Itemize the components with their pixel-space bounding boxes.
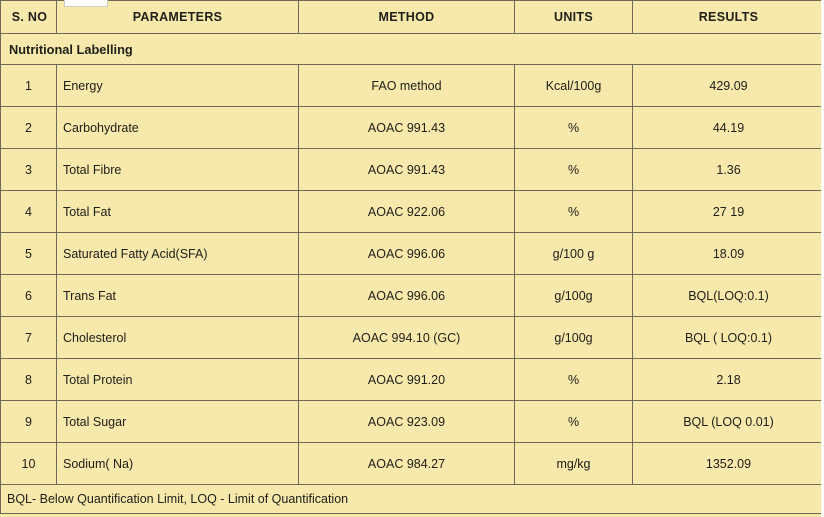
table-row — [1, 275, 824, 317]
cell-parameter: Total Fat — [57, 191, 299, 233]
cell-result: 429.09 — [633, 65, 824, 107]
cell-result: BQL ( LOQ:0.1) — [633, 317, 824, 359]
section-title: Nutritional Labelling — [1, 34, 824, 65]
cell-result: 1.36 — [633, 149, 824, 191]
table-row — [1, 317, 824, 359]
cell-result: 18.09 — [633, 233, 824, 275]
cell-parameter: Carbohydrate — [57, 107, 299, 149]
cell-sno: 3 — [1, 149, 57, 191]
table-row — [1, 443, 824, 485]
column-header-sno: S. NO — [1, 1, 57, 34]
cell-method: AOAC 991.43 — [299, 149, 515, 191]
cell-sno: 1 — [1, 65, 57, 107]
cell-result: BQL (LOQ 0.01) — [633, 401, 824, 443]
cell-units: % — [515, 191, 633, 233]
column-header-units: UNITS — [515, 1, 633, 34]
cell-units: % — [515, 401, 633, 443]
cell-units: % — [515, 359, 633, 401]
cell-sno: 10 — [1, 443, 57, 485]
scan-artifact-notch — [64, 0, 108, 7]
cell-units: % — [515, 149, 633, 191]
cell-parameter: Total Sugar — [57, 401, 299, 443]
cell-method: AOAC 984.27 — [299, 443, 515, 485]
section-header-row — [1, 34, 824, 65]
cell-units: % — [515, 107, 633, 149]
footnote-text: BQL- Below Quantification Limit, LOQ - Limit of Quantification — [1, 485, 824, 514]
table-row — [1, 191, 824, 233]
cell-result: 2.18 — [633, 359, 824, 401]
cell-sno: 5 — [1, 233, 57, 275]
table-header-row — [1, 1, 824, 34]
cell-sno: 2 — [1, 107, 57, 149]
cell-sno: 6 — [1, 275, 57, 317]
table-row — [1, 359, 824, 401]
column-header-results: RESULTS — [633, 1, 824, 34]
column-header-parameters: PARAMETERS — [57, 1, 299, 34]
cell-result: 44.19 — [633, 107, 824, 149]
cell-units: g/100 g — [515, 233, 633, 275]
table-row — [1, 401, 824, 443]
table-row — [1, 65, 824, 107]
table-header — [1, 1, 824, 34]
cell-parameter: Total Fibre — [57, 149, 299, 191]
cell-units: mg/kg — [515, 443, 633, 485]
cell-parameter: Trans Fat — [57, 275, 299, 317]
table-row — [1, 233, 824, 275]
cell-parameter: Sodium( Na) — [57, 443, 299, 485]
cell-parameter: Total Protein — [57, 359, 299, 401]
cell-method: FAO method — [299, 65, 515, 107]
cell-result: BQL(LOQ:0.1) — [633, 275, 824, 317]
footnote-row — [1, 485, 824, 514]
table-body — [1, 34, 824, 514]
table-row — [1, 149, 824, 191]
cell-parameter: Energy — [57, 65, 299, 107]
cell-result: 1352.09 — [633, 443, 824, 485]
cell-units: Kcal/100g — [515, 65, 633, 107]
cell-method: AOAC 991.20 — [299, 359, 515, 401]
cell-method: AOAC 923.09 — [299, 401, 515, 443]
cell-parameter: Saturated Fatty Acid(SFA) — [57, 233, 299, 275]
cell-parameter: Cholesterol — [57, 317, 299, 359]
cell-method: AOAC 991.43 — [299, 107, 515, 149]
cell-units: g/100g — [515, 275, 633, 317]
cell-method: AOAC 996.06 — [299, 275, 515, 317]
cell-method: AOAC 994.10 (GC) — [299, 317, 515, 359]
cell-sno: 7 — [1, 317, 57, 359]
table-row — [1, 107, 824, 149]
cell-result: 27 19 — [633, 191, 824, 233]
column-header-method: METHOD — [299, 1, 515, 34]
cell-method: AOAC 922.06 — [299, 191, 515, 233]
cell-sno: 8 — [1, 359, 57, 401]
cell-sno: 4 — [1, 191, 57, 233]
cell-sno: 9 — [1, 401, 57, 443]
cell-method: AOAC 996.06 — [299, 233, 515, 275]
cell-units: g/100g — [515, 317, 633, 359]
